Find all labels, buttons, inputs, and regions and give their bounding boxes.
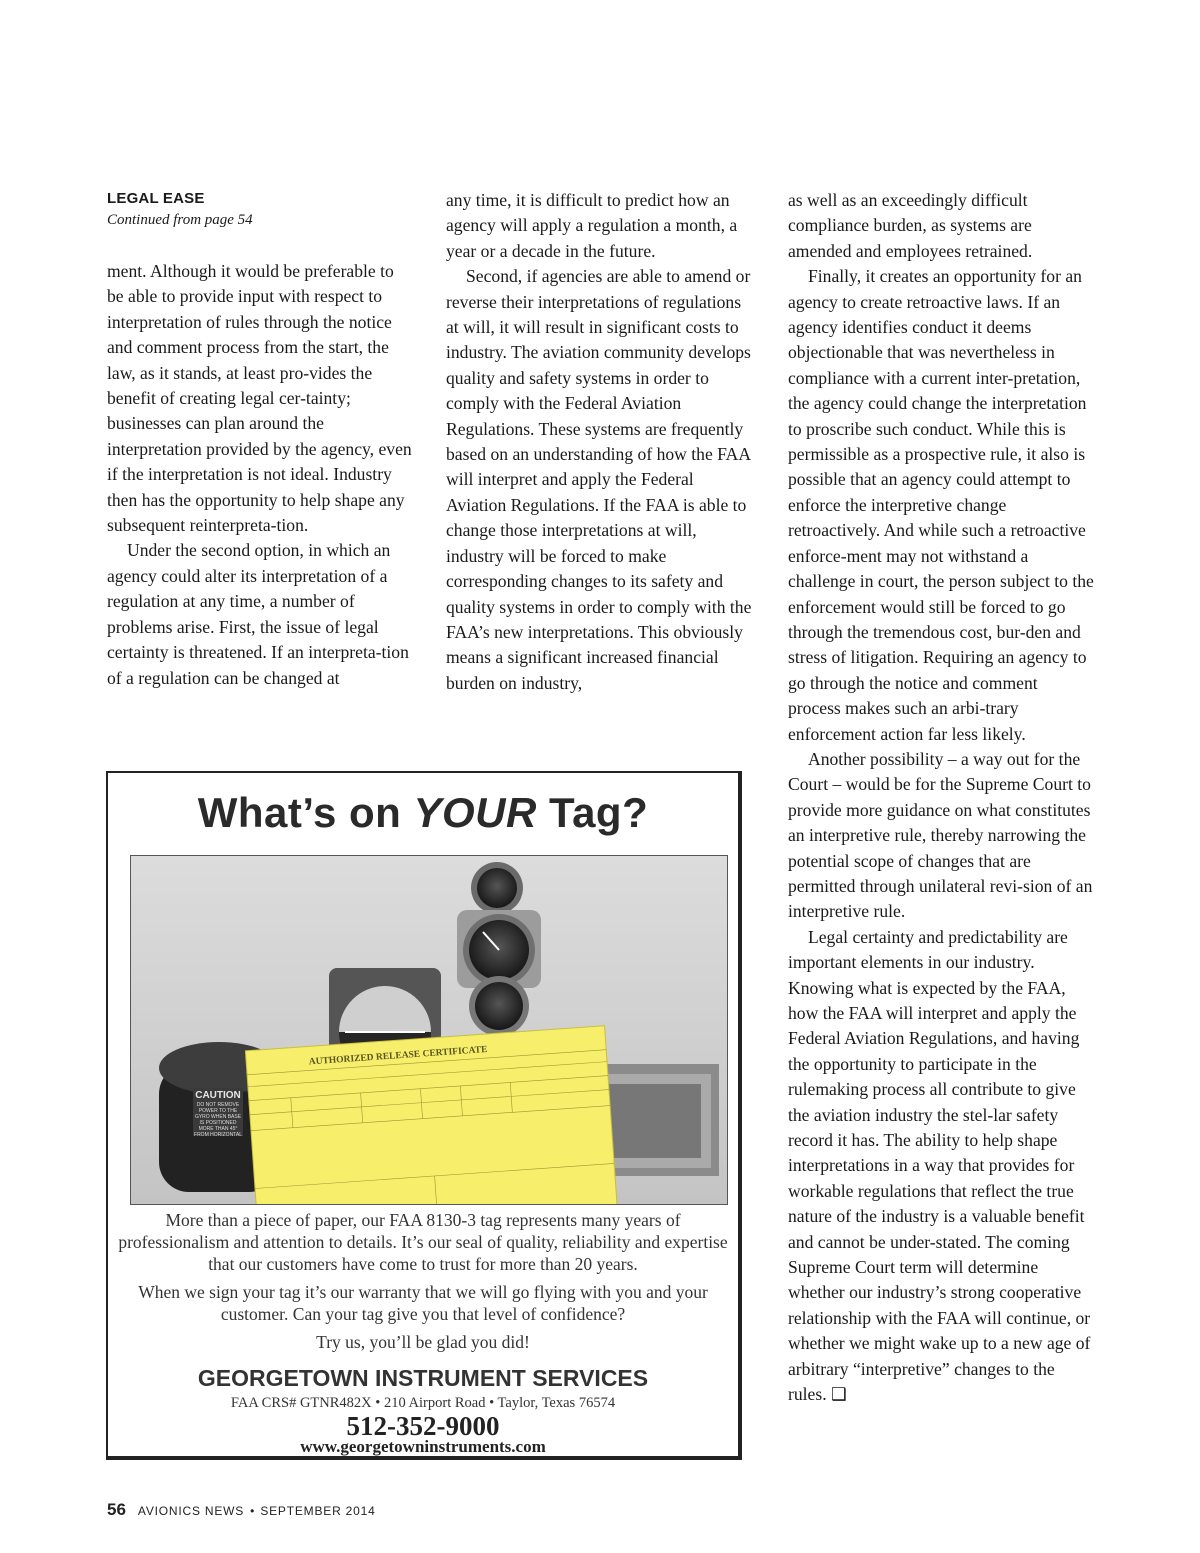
ad-address: FAA CRS# GTNR482X • 210 Airport Road • Taylor, Texas 76574 xyxy=(230,1395,616,1411)
paragraph: Under the second option, in which an agency could alter its interpretation of a regulation at any time, a number of problems arise. First, the issue of legal certainty is threatened. If an interpreta-tion of a regulation can be changed at xyxy=(107,540,409,688)
issue-date: SEPTEMBER 2014 xyxy=(260,1504,376,1518)
publication-name: AVIONICS NEWS xyxy=(137,1504,245,1518)
ad-phone: 512-352-9000 xyxy=(346,1411,500,1441)
page-footer xyxy=(107,1500,376,1520)
ad-paragraph: When we sign your tag it’s our warranty that we will go flying with you and your customer. Can your tag give you that level of confidence? xyxy=(138,1282,708,1324)
article-column-3 xyxy=(788,188,1094,1408)
paragraph: Second, if agencies are able to amend or reverse their interpretations of regulations at will, it will result in significant costs to industry. The aviation community develops quality and safety systems in order to comply with the Federal Aviation Regulations. These systems are frequently based on an understanding of how the FAA will interpret and apply the Federal Aviation Regulations. If the FAA is able to change those interpretations at will, industry will be forced to make corresponding changes to its safety and quality systems in order to comply with the FAA’s new interpretations. This obviously means a significant increased financial burden on industry, xyxy=(446,266,752,693)
advertisement xyxy=(106,771,742,1460)
continued-note: Continued from page 54 xyxy=(107,212,253,228)
ad-paragraph: More than a piece of paper, our FAA 8130-3 tag represents many years of professionalism and attention to details. It’s our seal of quality, reliability and expertise that our customers have come to trust for more than 20 years. xyxy=(118,1210,728,1274)
ad-url[interactable]: www.georgetowninstruments.com xyxy=(300,1437,546,1456)
paragraph: ment. Although it would be preferable to be able to provide input with respect to interpretation of rules through the notice and comment process from the start, the law, as it stands, at least pro-vides the benefit of creating legal cer-tainty; businesses can plan around the interpretation provided by the agency, even if the interpretation is not ideal. Industry then has the opportunity to help shape any subsequent reinterpreta-tion. xyxy=(107,261,412,536)
ad-body xyxy=(118,1209,728,1359)
ad-company-name: GEORGETOWN INSTRUMENT SERVICES xyxy=(197,1365,649,1391)
paragraph: any time, it is difficult to predict how an agency will apply a regulation a month, a year or a decade in the future. xyxy=(446,190,738,261)
page-number: 56 xyxy=(107,1500,126,1519)
paragraph: Another possibility – a way out for the Court – would be for the Supreme Court to provide more guidance on what constitutes an interpretive rule, thereby narrowing the potential scope of changes that are permitted through unilateral revi-sion of an interpretive rule. xyxy=(788,748,1093,922)
caution-text: DO NOT REMOVE POWER TO THE GYRO WHEN BASE IS POSITIONED MORE THAN 45° FROM HORIZONTAL xyxy=(194,1102,242,1138)
paragraph: Finally, it creates an opportunity for an agency to create retroactive laws. If an agency identifies conduct it deems objectionable that was nevertheless in compliance with a current inter-pretation, the agency could change the interpretation to proscribe such conduct. While this is permissible as a prospective rule, it also is possible that an agency could attempt to enforce the interpretive change retroactively. And while such a retroactive enforce-ment may not withstand a challenge in court, the person subject to the enforcement would still be forced to go through the tremendous cost, bur-den and stress of litigation. Requiring an agency to go through the notice and comment process makes such an arbi-trary enforcement action far less likely. xyxy=(788,266,1094,744)
paragraph: Legal certainty and predictability are important elements in our industry. Knowing what is expected by the FAA, how the FAA will interpret and apply the Federal Aviation Regulations, and having the opportunity to participate in the rulemaking process all contribute to give the aviation industry the stel-lar safety record it has. The ability to help shape interpretations in a way that provides for workable regulations that reflect the true nature of the industry is a valuable benefit and cannot be under-stated. The coming Supreme Court term will determine whether our industry’s strong cooperative relationship with the FAA will continue, or whether we might wake up to a new age of arbitrary “interpretive” changes to the rules. ❑ xyxy=(788,926,1091,1405)
ad-paragraph: Try us, you’ll be glad you did! xyxy=(316,1332,530,1352)
article-column-2 xyxy=(446,188,756,696)
section-label: LEGAL EASE xyxy=(107,190,205,207)
ad-photo xyxy=(130,855,728,1205)
article-column-1 xyxy=(107,259,412,691)
instruments-illustration xyxy=(131,856,727,1204)
tag-title: AUTHORIZED RELEASE CERTIFICATE xyxy=(308,1044,488,1068)
footer-separator: • xyxy=(250,1504,255,1518)
caution-label: CAUTION xyxy=(195,1090,241,1101)
ad-headline: What’s on YOUR Tag? xyxy=(197,789,649,836)
paragraph: as well as an exceedingly difficult compliance burden, as systems are amended and employees retrained. xyxy=(788,190,1033,261)
